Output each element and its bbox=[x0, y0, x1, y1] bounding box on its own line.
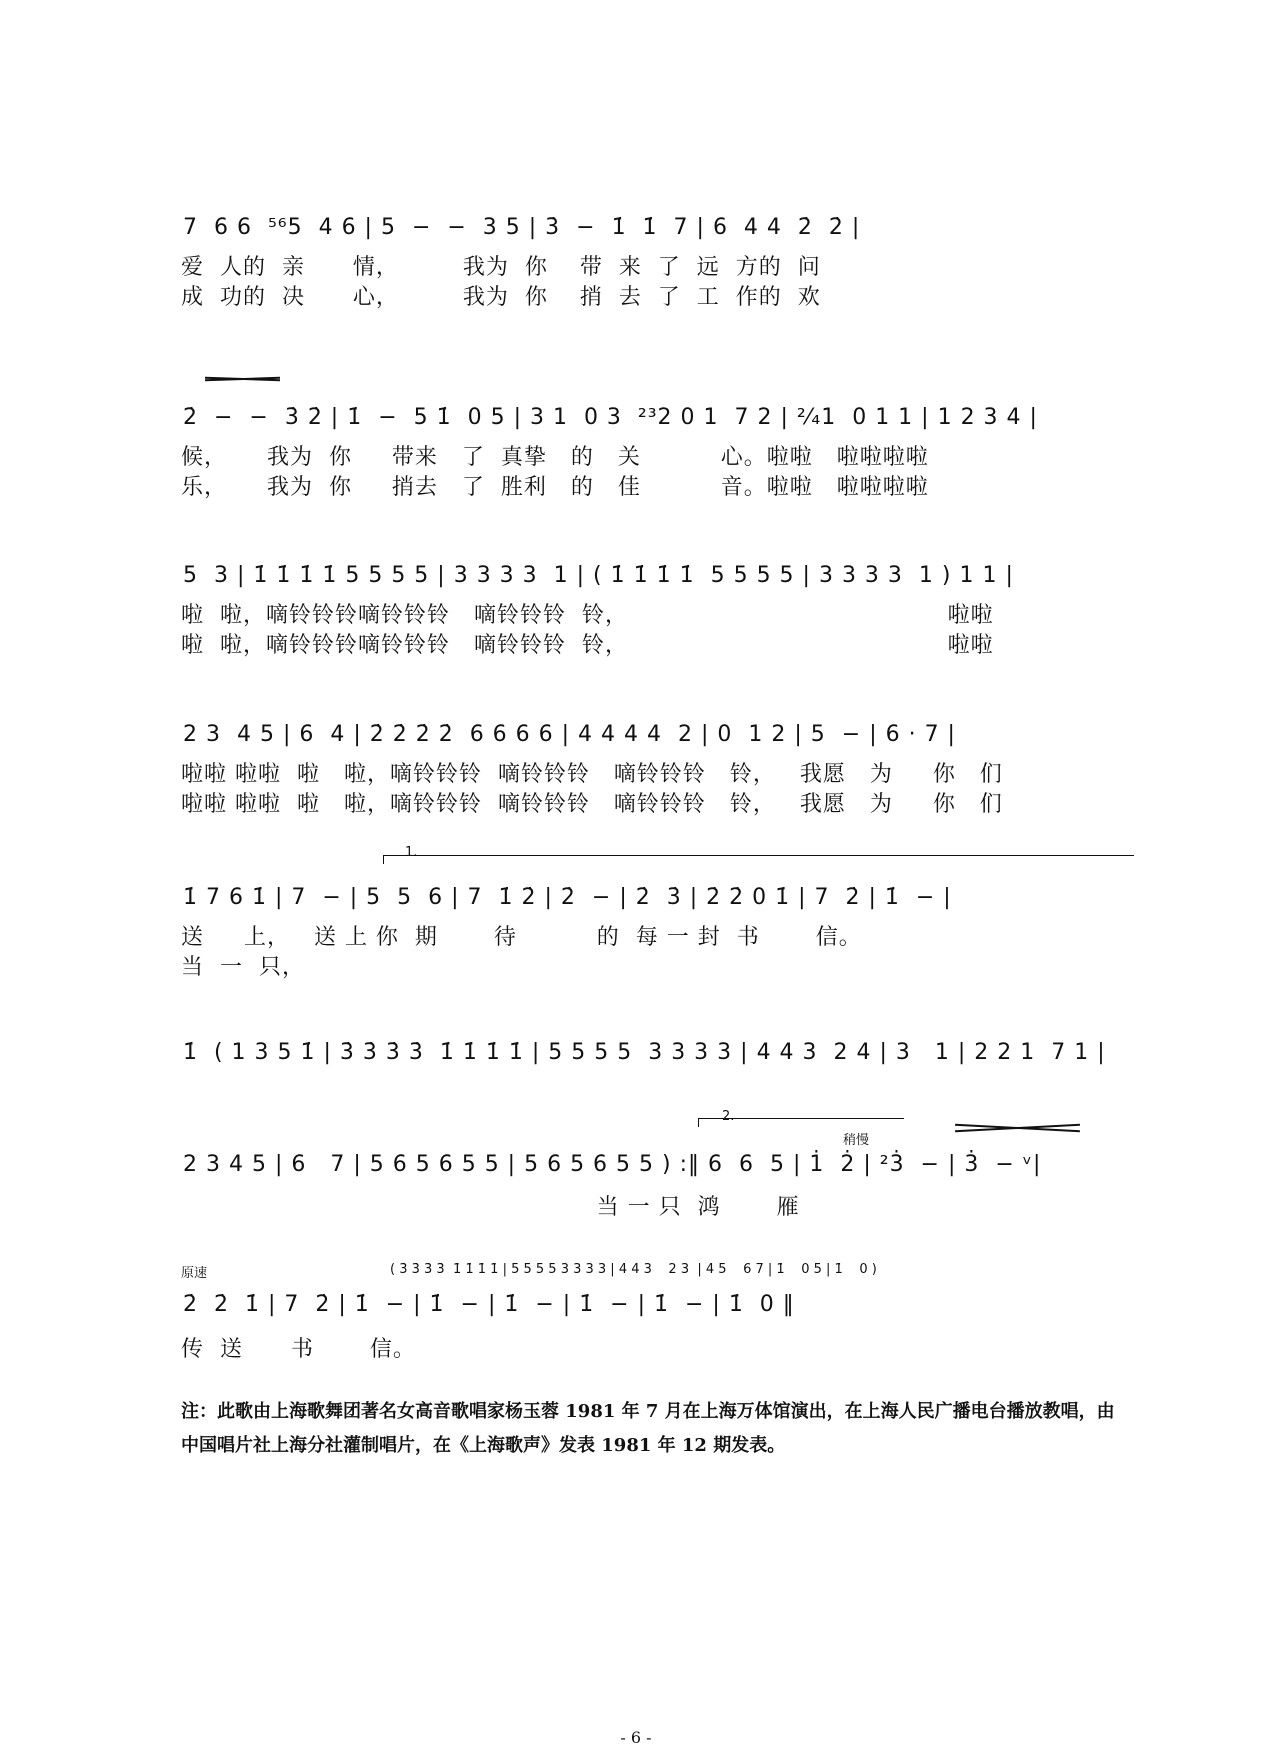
lyric-line-5a: 送 上， 送 上 你 期 待 的 每 一 封 书 信。 bbox=[181, 925, 862, 950]
lyric-line-3a: 啦 啦，嘀铃铃铃嘀铃铃铃 嘀铃铃铃 铃， 啦啦 bbox=[181, 603, 994, 628]
notation-line-4: 2 3 4 5 | 6 4 | 2̇ 2̇ 2̇ 2̇ 6 6 6 6 | 4 4 4 4 2 | 0 1 2 | 5 − | 6 · 7 | bbox=[183, 722, 956, 747]
lyric-line-1b: 成 功的 决 心， 我为 你 捎 去 了 工 作的 欢 bbox=[181, 285, 821, 310]
lyric-line-7: 当 一 只 鸿 雁 bbox=[181, 1195, 800, 1220]
notation-line-1: 7 6 6 ⁵⁶5 4 6 | 5 − − 3 5 | 3̇ − 1̇ 1̇ 7 | 6 4 4 2̇ 2̇ | bbox=[183, 215, 861, 240]
notation-line-6: 1̇ ( 1 3 5 1̇ | 3̇ 3̇ 3̇ 3̇ 1̇ 1̇ 1̇ 1̇ | 5 5 5 5 3 3 3 3 | 4 4 3 2 4 | 3 1 | 2 2 1 7 1 | bbox=[183, 1040, 1106, 1065]
lyric-line-1a: 爱 人的 亲 情， 我为 你 带 来 了 远 方的 问 bbox=[181, 255, 821, 280]
volta-1-label: 1. bbox=[405, 845, 418, 860]
notation-line-5: 1̇ 7 6 1̇ | 7 − | 5 5 6 | 7 1̇ 2̇ | 2̇ − | 2̇ 3̇ | 2̇ 2̇ 0 1̇ | 7 2̇ | 1̇ − | bbox=[183, 885, 952, 910]
page-number: - 6 - bbox=[620, 1728, 652, 1747]
lyric-line-4a: 啦啦 啦啦 啦 啦，嘀铃铃铃 嘀铃铃铃 嘀铃铃铃 铃， 我愿 为 你 们 bbox=[181, 762, 1003, 787]
lyric-line-3b: 啦 啦，嘀铃铃铃嘀铃铃铃 嘀铃铃铃 铃， 啦啦 bbox=[181, 633, 994, 658]
notation-line-2: 2̇ − − 3̇ 2̇ | 1̇ − 5 1̇ 0 5 | 3 1 0 3 ²³2 0 1 7 2 | ²⁄₄1 0 1 1 | 1 2 3 4 | bbox=[183, 405, 1038, 430]
accompaniment-line: ( 3̇ 3̇ 3̇ 3̇ 1̇ 1̇ 1̇ 1̇ | 5 5 5 5 3 3 3 3 | 4 4 3 2 3 | 4 5 6 7 | 1̇ 0 5 | 1̇ 0 ) bbox=[390, 1262, 877, 1277]
lyric-line-2b: 乐， 我为 你 捎去 了 胜利 的 佳 音。啦啦 啦啦啦啦 bbox=[181, 475, 929, 500]
footnote: 注：此歌由上海歌舞团著名女高音歌唱家杨玉蓉 1981 年 7 月在上海万体馆演出，在上海人民广播电台播放教唱，由中国唱片社上海分社灌制唱片，在《上海歌声》发表 1981 年 12 期发表。 bbox=[181, 1401, 1115, 1456]
lyric-line-5b: 当 一 只， bbox=[181, 955, 305, 980]
notation-line-3: 5 3 | 1̇ 1̇ 1̇ 1̇ 5 5 5 5 | 3 3 3 3 1 | ( 1̇ 1̇ 1̇ 1̇ 5 5 5 5 | 3 3 3 3 1 ) 1 1 | bbox=[183, 563, 1014, 588]
lyric-line-4b: 啦啦 啦啦 啦 啦，嘀铃铃铃 嘀铃铃铃 嘀铃铃铃 铃， 我愿 为 你 们 bbox=[181, 792, 1003, 817]
volta-1-bracket bbox=[383, 855, 1134, 864]
lyric-line-8: 传 送 书 信。 bbox=[181, 1337, 416, 1362]
lyric-line-2a: 候， 我为 你 带来 了 真挚 的 关 心。啦啦 啦啦啦啦 bbox=[181, 445, 929, 470]
tempo-slower-marking: 稍慢 bbox=[843, 1133, 870, 1148]
tempo-primo-marking: 原速 bbox=[181, 1266, 208, 1281]
volta-2-label: 2. bbox=[722, 1109, 735, 1124]
notation-line-7: 2 3 4 5 | 6 7 | 5 6 5 6 5 5 | 5 6 5 6 5 5 ) :‖ 6 6 5 | 1̇ 2̇ | ²3̇ − | 3̇ − ᵛ| bbox=[183, 1152, 1042, 1177]
notation-line-8: 2̇ 2̇ 1̇ | 7 2̇ | 1̇ − | 1̇ − | 1̇ − | 1̇ − | 1̇ − | 1̇ 0 ‖ bbox=[183, 1292, 795, 1317]
